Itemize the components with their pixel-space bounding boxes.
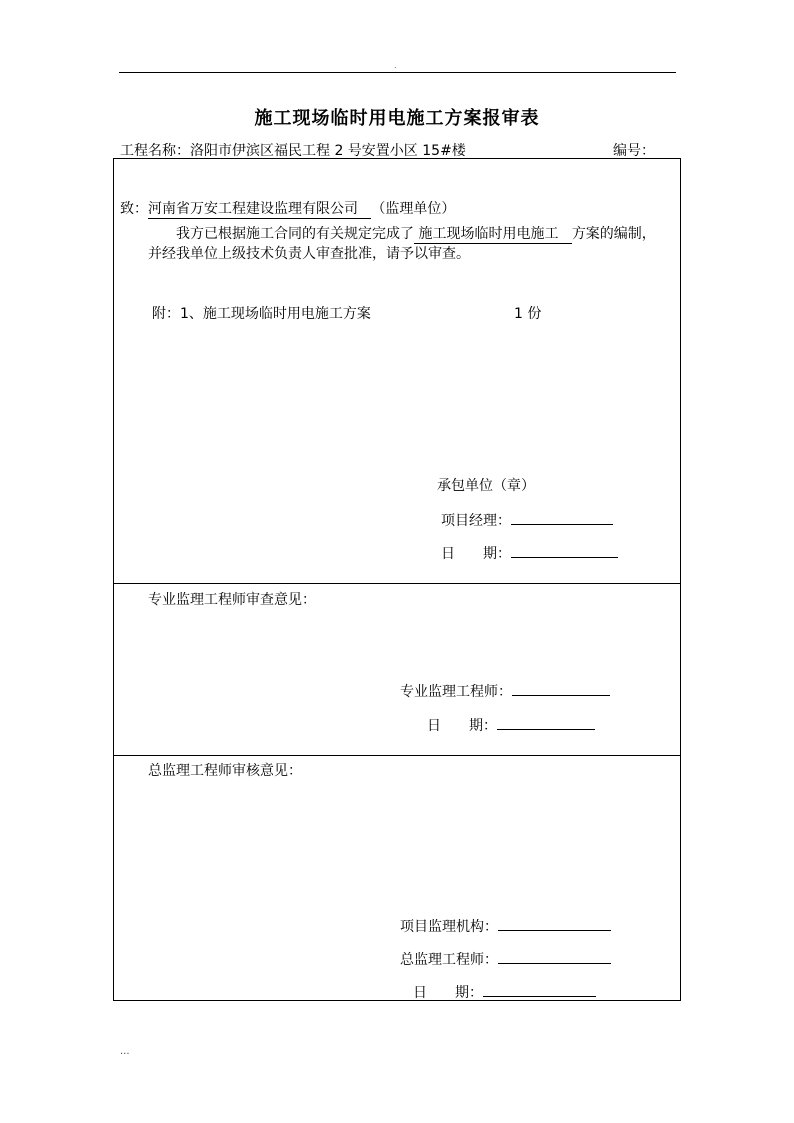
attachment-label: 附：1、施工现场临时用电施工方案 [152,306,371,322]
number-label: 编号： [613,143,655,159]
attachment-count: 1 份 [514,306,542,322]
supervisor-unit: 河南省万安工程建设监理有限公司 [148,201,371,219]
project-label: 工程名称： [120,143,190,159]
specialist-engineer-signature-line [512,682,610,696]
specialist-date-line: 日 期： [427,715,595,735]
supervision-agency-line: 项目监理机构： [400,916,611,936]
header-rule [119,72,676,73]
addressee-line [120,198,455,218]
chief-date-line: 日 期： [413,982,596,1002]
chief-engineer-line: 总监理工程师： [400,949,611,969]
submission-date-line: 日 期： [441,543,618,563]
body-line-2: 并经我单位上级技术负责人审查批准，请予以审查。 [148,246,470,262]
specialist-engineer-line: 专业监理工程师： [400,681,610,701]
to-label: 致： [120,201,148,217]
plan-name: 施工现场临时用电施工 [414,226,572,244]
specialist-review-heading: 专业监理工程师审查意见： [148,592,316,608]
document-title: 施工现场临时用电施工方案报审表 [254,108,540,129]
project-name-line [120,140,466,160]
project-name: 洛阳市伊滨区福民工程 2 号安置小区 15#楼 [190,143,466,159]
submission-date-line-blank [511,544,618,558]
body-line-1: 我方已根据施工合同的有关规定完成了 施工现场临时用电施工 方案的编制， [176,226,656,242]
header-mark: . [394,61,397,70]
chief-review-heading: 总监理工程师审核意见： [148,763,302,779]
form-table [113,158,681,1001]
contractor-stamp: 承包单位（章） [437,478,535,494]
section-divider-1 [113,583,681,584]
section-divider-2 [113,755,681,756]
project-manager-line: 项目经理： [441,510,613,530]
supervisor-unit-suffix: （监理单位） [371,201,456,217]
chief-engineer-signature-line [498,950,611,964]
chief-date-line-blank [483,983,596,997]
specialist-date-line-blank [497,716,595,730]
supervision-agency-signature-line [498,917,611,931]
project-manager-signature-line [511,511,613,525]
footer-mark: ... [120,1046,130,1057]
